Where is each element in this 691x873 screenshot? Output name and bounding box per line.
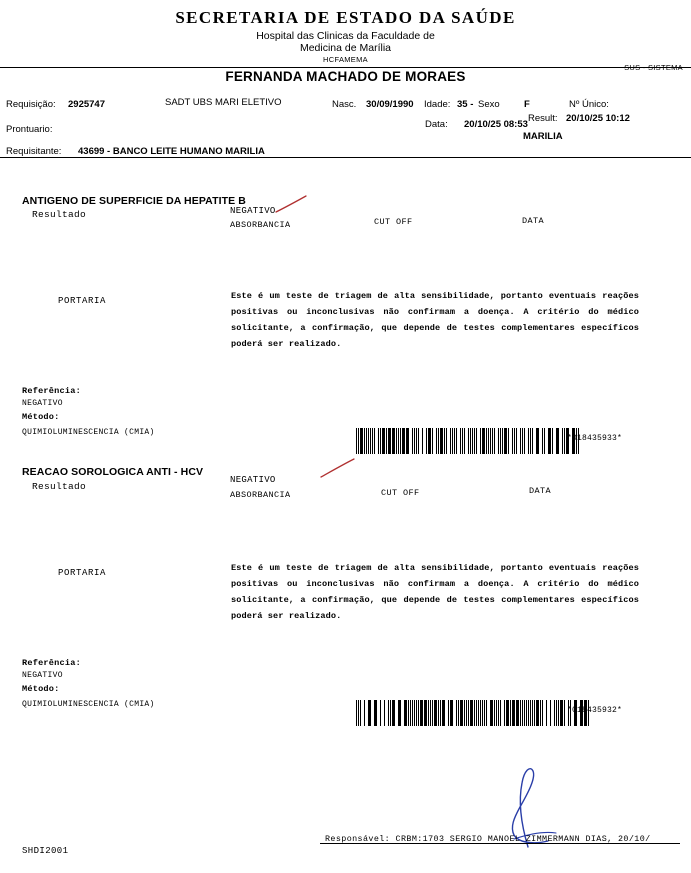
exam-title-hcv: REACAO SOROLOGICA ANTI - HCV (22, 466, 204, 478)
exam-result-value-hcv: NEGATIVO (230, 475, 276, 485)
header-divider-bottom (0, 157, 691, 158)
form-code: SHDI2001 (22, 846, 69, 856)
numero-unico-label: Nº Único: (569, 99, 609, 110)
nascimento-label: Nasc. (332, 99, 357, 110)
metodo-label-hcv: Método: (22, 684, 60, 694)
exam-title-hbsag: ANTIGENO DE SUPERFICIE DA HEPATITE B (22, 195, 246, 207)
nascimento-value: 30/09/1990 (366, 99, 414, 110)
result-label: Result: (528, 113, 558, 124)
patient-name: FERNANDA MACHADO DE MORAES (225, 69, 466, 84)
portaria-text-hbsag: Este é um teste de triagem de alta sensibilidade, portanto eventuais reações positivas ou inconclusivas não confirmam a doença. A critério do médico solicitante, a confirmação, que depende de testes complementares específicos poderá ser realizado. (231, 291, 639, 349)
idade-value: 35 - (457, 99, 474, 110)
referencia-value-hcv: NEGATIVO (22, 671, 63, 680)
data-label: Data: (425, 119, 448, 130)
portaria-label-hcv: PORTARIA (58, 568, 107, 578)
absorbancia-label-hcv: ABSORBANCIA (230, 490, 291, 500)
institution-title: SECRETARIA DE ESTADO DA SAÚDE (175, 8, 516, 27)
responsavel-text: Responsável: CRBM:1703 SERGIO MANOEL ZIMMERMANN DIAS, 20/10/ (325, 834, 651, 844)
header-divider-top (0, 67, 691, 68)
exam-result-value-hbsag: NEGATIVO (230, 206, 276, 216)
exam-result-label-hbsag: Resultado (32, 209, 87, 220)
institution-subtitle-line1: Hospital das Clinicas da Faculdade de (256, 30, 435, 42)
sadt-value: SADT UBS MARI ELETIVO (165, 97, 282, 108)
handwritten-check-mark-hbsag (275, 195, 309, 215)
cutoff-label-hbsag: CUT OFF (374, 217, 413, 227)
portaria-label-hbsag: PORTARIA (58, 296, 107, 306)
requisitante-value: 43699 - BANCO LEITE HUMANO MARILIA (78, 146, 265, 157)
barcode-number-hcv: *018435932* (567, 706, 623, 715)
exam-result-label-hcv: Resultado (32, 481, 87, 492)
referencia-label-hcv: Referência: (22, 658, 81, 668)
data-value: 20/10/25 08:53 (464, 119, 528, 130)
barcode-number-hbsag: *018435933* (567, 434, 623, 443)
absorbancia-label-hbsag: ABSORBANCIA (230, 220, 291, 230)
institution-subtitle-line2: Medicina de Marília (299, 42, 392, 54)
cidade-value: MARILIA (523, 131, 563, 142)
metodo-label-hbsag: Método: (22, 412, 60, 422)
data-column-label-hcv: DATA (529, 486, 552, 496)
sexo-value: F (524, 99, 530, 110)
referencia-label-hbsag: Referência: (22, 386, 81, 396)
result-value: 20/10/25 10:12 (566, 113, 630, 124)
metodo-value-hcv: QUIMIOLUMINESCENCIA (CMIA) (22, 700, 155, 709)
barcode-hbsag (356, 428, 580, 454)
data-column-label-hbsag: DATA (522, 216, 545, 226)
requisitante-label: Requisitante: (6, 146, 62, 157)
requisicao-value: 2925747 (68, 99, 105, 110)
idade-label: Idade: (424, 99, 451, 110)
sexo-label: Sexo (478, 99, 500, 110)
handwritten-check-mark-hcv (320, 458, 356, 480)
requisicao-label: Requisição: (6, 99, 56, 110)
metodo-value-hbsag: QUIMIOLUMINESCENCIA (CMIA) (22, 428, 155, 437)
prontuario-label: Prontuario: (6, 124, 53, 135)
institution-acronym: HCFAMEMA (323, 55, 368, 64)
barcode-hcv (356, 700, 590, 726)
system-tag: SUS - SISTEMA (624, 63, 683, 72)
referencia-value-hbsag: NEGATIVO (22, 399, 63, 408)
cutoff-label-hcv: CUT OFF (381, 488, 420, 498)
portaria-text-hcv: Este é um teste de triagem de alta sensibilidade, portanto eventuais reações positivas ou inconclusivas não confirmam a doença. A critério do médico solicitante, a confirmação, que depende de testes complementares específicos poderá ser realizado. (231, 563, 639, 621)
